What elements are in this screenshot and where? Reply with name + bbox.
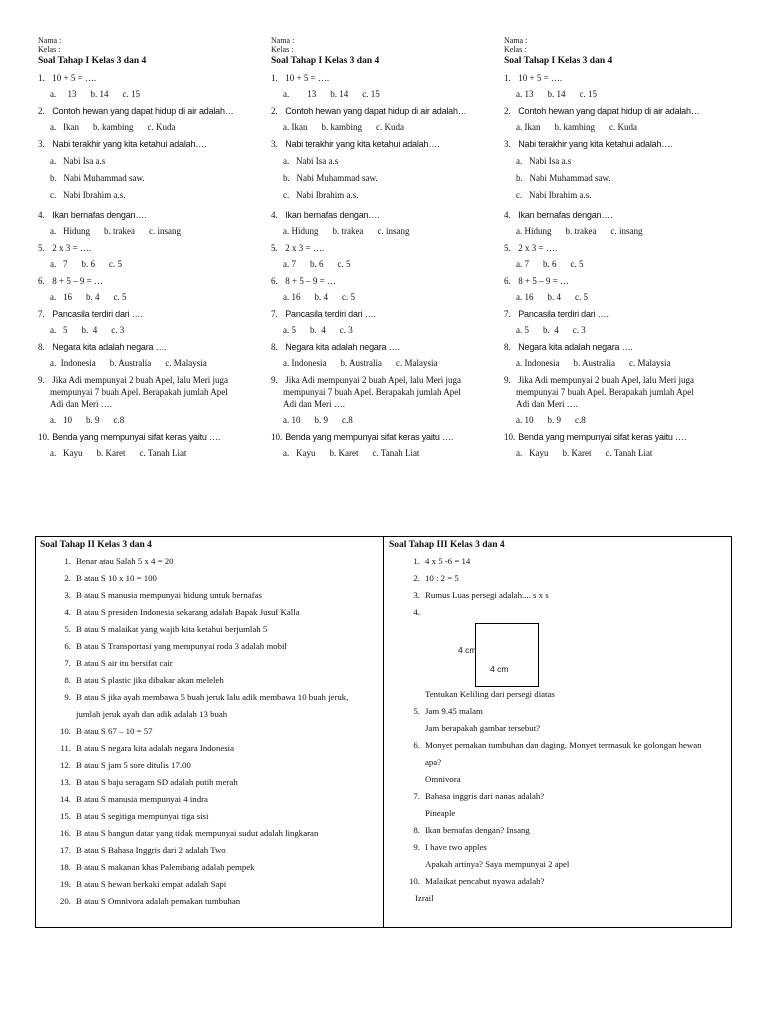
answer-option: a. 7 xyxy=(283,259,296,269)
list-item: 6. B atau S Transportasi yang mempunyai roda 3 adalah mobil xyxy=(64,641,287,651)
answer-option: c. Tanah Liat xyxy=(605,448,653,458)
question-stem: Nabi terakhir yang kita ketahui adalah…. xyxy=(518,139,673,149)
answer-option: c. Malaysia xyxy=(628,358,671,368)
question-stem: Benda yang mempunyai sifat keras yaitu …. xyxy=(52,432,221,442)
list-item-cont: jumlah jeruk ayah dan adik adalah 13 buah xyxy=(76,709,228,719)
answer-options xyxy=(38,357,274,369)
nama-field: Nama : xyxy=(271,36,295,45)
list-item: 14. B atau S manusia mempunyai 4 indra xyxy=(60,794,208,804)
answer-option: a. 16 xyxy=(516,292,534,302)
question-number: 10. xyxy=(38,432,50,442)
question-stem-cont: mempunyai 7 buah Apel. Berapakah jumlah Apel xyxy=(516,387,694,397)
answer-option: a. 10 xyxy=(50,415,72,425)
answer-option: a. 10 xyxy=(283,415,301,425)
answer-option: b. 4 xyxy=(314,292,328,302)
question-number: 2. xyxy=(504,106,511,116)
question xyxy=(271,138,507,150)
list-item: 4. xyxy=(413,607,420,617)
question xyxy=(38,275,274,287)
question xyxy=(271,275,507,287)
answer-options xyxy=(271,121,507,133)
answer-options xyxy=(271,88,507,100)
answer-options xyxy=(38,153,274,204)
list-item: 3. Rumus Luas persegi adalah.... s x s xyxy=(413,590,549,600)
answer-option: b. kambing xyxy=(321,122,362,132)
answer-option: b. 4 xyxy=(86,292,100,302)
answer-option: a. Kayu xyxy=(283,448,316,458)
list-item: 18. B atau S makanan khas Palembang adalah pempek xyxy=(60,862,255,872)
question-number: 8. xyxy=(38,342,45,352)
nama-field: Nama : xyxy=(38,36,62,45)
question-stem: 8 + 5 – 9 = … xyxy=(52,276,103,286)
list-item: 7. Bahasa inggris dari nanas adalah? xyxy=(413,791,545,801)
list-item: 1. 4 x 5 -6 = 14 xyxy=(413,556,471,566)
question-number: 5. xyxy=(38,243,45,253)
question-stem: Ikan bernafas dengan…. xyxy=(52,210,147,220)
list-item-cont: Jam berapakah gambar tersebut? xyxy=(425,723,541,733)
answer-option: c. Kuda xyxy=(376,122,404,132)
question-stem: Contoh hewan yang dapat hidup di air adalah… xyxy=(285,106,467,116)
question-stem-cont: mempunyai 7 buah Apel. Berapakah jumlah Apel xyxy=(283,387,461,397)
answer-options xyxy=(271,414,507,426)
question-stem: Jika Adi mempunyai 2 buah Apel, lalu Meri juga xyxy=(518,375,694,385)
question-number: 7. xyxy=(38,309,45,319)
question-number: 3. xyxy=(38,139,45,149)
answer-option: b. 4 xyxy=(81,325,98,335)
answer-option: b. 9 xyxy=(314,415,328,425)
list-item-cont: Pineaple xyxy=(425,808,456,818)
answer-option: c. Malaysia xyxy=(395,358,438,368)
question xyxy=(38,72,274,84)
answer-options xyxy=(504,414,740,426)
question-number: 9. xyxy=(504,375,511,385)
answer-option: a. 13 xyxy=(516,89,534,99)
question-stem-cont: Adi dan Meri …. xyxy=(516,399,578,409)
answer-option: a. Ikan xyxy=(516,122,541,132)
sheet-3 xyxy=(504,36,740,459)
question xyxy=(38,209,274,221)
answer-option: b. Nabi Muhammad saw. xyxy=(283,173,378,183)
answer-option: c. Kuda xyxy=(147,122,176,132)
question xyxy=(271,242,507,254)
question-number: 9. xyxy=(38,375,45,385)
answer-option: c. Nabi Ibrahim a.s. xyxy=(283,190,359,200)
answer-option: c. 5 xyxy=(575,292,588,302)
answer-option: c. 3 xyxy=(572,325,586,335)
answer-options xyxy=(504,291,740,303)
question xyxy=(504,242,740,254)
answer-options xyxy=(504,121,740,133)
answer-option: b. Karet xyxy=(96,448,126,458)
question-number: 4. xyxy=(504,210,511,220)
question-stem: Benda yang mempunyai sifat keras yaitu …. xyxy=(285,432,454,442)
answer-option: b. Nabi Muhammad saw. xyxy=(516,173,611,183)
answer-options xyxy=(38,225,274,237)
answer-options xyxy=(38,258,274,270)
list-item: 16. B atau S bangun datar yang tidak mempunyai sudut adalah lingkaran xyxy=(60,828,319,838)
question-number: 10. xyxy=(271,432,283,442)
question xyxy=(504,72,740,84)
square-bottom-label: 4 cm xyxy=(490,664,509,674)
answer-option: a. Nabi Isa a.s xyxy=(50,156,106,166)
answer-option: a. Kayu xyxy=(516,448,549,458)
list-item: 10. Malaikat pencabut nyawa adalah? xyxy=(409,876,545,886)
kelas-field: Kelas : xyxy=(504,45,527,54)
answer-options xyxy=(38,291,274,303)
question xyxy=(271,431,507,443)
answer-option: a. Hidung xyxy=(516,226,552,236)
question xyxy=(504,138,740,150)
question-stem: Benda yang mempunyai sifat keras yaitu …. xyxy=(518,432,687,442)
list-item-cont: Apakah artinya? Saya mempunyai 2 apel xyxy=(425,859,570,869)
question-stem: Negara kita adalah negara …. xyxy=(285,342,400,352)
question xyxy=(38,105,274,117)
answer-options xyxy=(504,357,740,369)
answer-option: c. 5 xyxy=(113,292,127,302)
answer-option: c. insang xyxy=(610,226,643,236)
question-number: 6. xyxy=(504,276,511,286)
answer-option: c. 3 xyxy=(339,325,353,335)
question-stem: Jika Adi mempunyai 2 buah Apel, lalu Meri juga xyxy=(52,375,228,385)
answer-options xyxy=(38,447,274,459)
sheet-title: Soal Tahap I Kelas 3 dan 4 xyxy=(271,56,380,66)
answer-option: a. Hidung xyxy=(50,226,90,236)
answer-options xyxy=(38,414,274,426)
list-item: 13. B atau S baju seragam SD adalah putih merah xyxy=(60,777,238,787)
question xyxy=(504,209,740,221)
answer-options xyxy=(504,324,740,336)
question xyxy=(271,72,507,84)
answer-options xyxy=(38,121,274,133)
kelas-field: Kelas : xyxy=(38,45,61,54)
list-item: 12. B atau S jam 5 sore ditulis 17.00 xyxy=(60,760,191,770)
question-number: 2. xyxy=(38,106,45,116)
question xyxy=(38,308,274,320)
answer-option: b. Australia xyxy=(340,358,382,368)
answer-option: b. 14 xyxy=(330,89,349,99)
tahap-2-list xyxy=(40,553,380,910)
answer-option: b. 9 xyxy=(86,415,100,425)
question-stem: Pancasila terdiri dari …. xyxy=(52,309,143,319)
answer-options xyxy=(271,357,507,369)
answer-options xyxy=(504,258,740,270)
list-item: 10. B atau S 67 – 10 = 57 xyxy=(60,726,153,736)
question-number: 4. xyxy=(38,210,45,220)
question-stem: 8 + 5 – 9 = … xyxy=(518,276,569,286)
question-number: 1. xyxy=(38,73,45,83)
tahap-2-title: Soal Tahap II Kelas 3 dan 4 xyxy=(40,540,152,550)
list-item: 15. B atau S segitiga mempunyai tiga sisi xyxy=(60,811,209,821)
answer-option: c. 15 xyxy=(579,89,597,99)
question-stem: Negara kita adalah negara …. xyxy=(518,342,633,352)
answer-option: b. trakea xyxy=(332,226,364,236)
answer-option: a. Indonesia xyxy=(50,358,96,368)
tahap-3-section xyxy=(389,539,727,907)
question xyxy=(504,374,740,410)
answer-options xyxy=(271,258,507,270)
question-number: 7. xyxy=(271,309,278,319)
answer-option: b. kambing xyxy=(554,122,595,132)
answer-options xyxy=(504,225,740,237)
answer-option: a. Indonesia xyxy=(516,358,560,368)
question-stem: Ikan bernafas dengan…. xyxy=(285,210,380,220)
list-item: 6. Monyet pemakan tumbuhan dan daging. Monyet termasuk ke golongan hewan xyxy=(413,740,702,750)
answer-option: b. Karet xyxy=(562,448,592,458)
answer-option: c. Kuda xyxy=(609,122,637,132)
list-item: 3. B atau S manusia mempunyai hidung untuk bernafas xyxy=(64,590,262,600)
question-stem: Ikan bernafas dengan…. xyxy=(518,210,613,220)
answer-option: a. 13 xyxy=(283,89,317,99)
answer-option: b. 14 xyxy=(547,89,566,99)
question-stem-cont: Adi dan Meri …. xyxy=(50,399,112,409)
square-figure xyxy=(389,621,727,686)
question-number: 8. xyxy=(504,342,511,352)
question-number: 5. xyxy=(271,243,278,253)
tahap-3-list xyxy=(389,553,727,907)
list-item: 2. 10 : 2 = 5 xyxy=(413,573,459,583)
answer-option: b. 9 xyxy=(547,415,561,425)
answer-option: b. 6 xyxy=(310,259,324,269)
answer-option: a. 5 xyxy=(516,325,529,335)
answer-options xyxy=(38,324,274,336)
question-stem: Nabi terakhir yang kita ketahui adalah…. xyxy=(52,139,207,149)
question-number: 5. xyxy=(504,243,511,253)
answer-option: a. Nabi Isa a.s xyxy=(283,156,339,166)
question xyxy=(271,374,507,410)
question-stem: Negara kita adalah negara …. xyxy=(52,342,167,352)
answer-option: c. Malaysia xyxy=(165,358,207,368)
answer-option: a. 13 xyxy=(50,89,77,99)
answer-option: b. trakea xyxy=(104,226,135,236)
question xyxy=(504,275,740,287)
question-stem: 2 x 3 = …. xyxy=(52,243,92,253)
answer-option: b. trakea xyxy=(565,226,597,236)
list-item: 19. B atau S hewan berkaki empat adalah Sapi xyxy=(60,879,227,889)
answer-option: a. 16 xyxy=(50,292,72,302)
list-item: 5. Jam 9.45 malam xyxy=(413,706,483,716)
sheet-title: Soal Tahap I Kelas 3 dan 4 xyxy=(504,56,613,66)
question-stem-cont: mempunyai 7 buah Apel. Berapakah jumlah Apel xyxy=(50,387,228,397)
question-stem: Jika Adi mempunyai 2 buah Apel, lalu Meri juga xyxy=(285,375,461,385)
answer-option: b. 6 xyxy=(81,259,95,269)
question xyxy=(38,341,274,353)
answer-option: c. 5 xyxy=(570,259,584,269)
answer-options xyxy=(504,88,740,100)
list-item: 5. B atau S malaikat yang wajib kita ketahui berjumlah 5 xyxy=(64,624,268,634)
question-stem: 10 + 5 = …. xyxy=(52,73,97,83)
tahap-3-title: Soal Tahap III Kelas 3 dan 4 xyxy=(389,540,505,550)
question xyxy=(38,374,274,410)
question xyxy=(504,105,740,117)
answer-option: b. Australia xyxy=(109,358,152,368)
answer-options xyxy=(271,324,507,336)
question xyxy=(38,431,274,443)
answer-option: a. 5 xyxy=(283,325,296,335)
answer-option: c. Tanah Liat xyxy=(139,448,187,458)
question-number: 4. xyxy=(271,210,278,220)
answer-option: c.8 xyxy=(113,415,125,425)
answer-option: a. Nabi Isa a.s xyxy=(516,156,572,166)
question-number: 10. xyxy=(504,432,516,442)
answer-options xyxy=(504,153,740,204)
answer-option: c.8 xyxy=(342,415,353,425)
question-stem: 10 + 5 = …. xyxy=(285,73,330,83)
list-item: 2. B atau S 10 x 10 = 100 xyxy=(64,573,157,583)
question xyxy=(271,105,507,117)
question-stem: Contoh hewan yang dapat hidup di air adalah… xyxy=(52,106,234,116)
answer-option: a. 5 xyxy=(50,325,68,335)
question-stem: 10 + 5 = …. xyxy=(518,73,563,83)
list-item-cont: Omnivora xyxy=(425,774,461,784)
square-side-label: 4 cm xyxy=(458,645,477,655)
answer-option: c. Nabi Ibrahim a.s. xyxy=(50,190,126,200)
question xyxy=(38,242,274,254)
answer-options xyxy=(271,225,507,237)
kelas-field: Kelas : xyxy=(271,45,294,54)
question xyxy=(271,308,507,320)
question-number: 6. xyxy=(38,276,45,286)
question-number: 8. xyxy=(271,342,278,352)
answer-option: c. 5 xyxy=(337,259,351,269)
question-stem: Contoh hewan yang dapat hidup di air adalah… xyxy=(518,106,700,116)
question-stem: 2 x 3 = …. xyxy=(518,243,558,253)
answer-option: a. Indonesia xyxy=(283,358,327,368)
question-stem: Nabi terakhir yang kita ketahui adalah…. xyxy=(285,139,440,149)
answer-option: c. Tanah Liat xyxy=(372,448,420,458)
answer-option: c. 5 xyxy=(342,292,355,302)
answer-option: b. 14 xyxy=(90,89,109,99)
list-item: 8. Ikan bernafas dengan? Insang xyxy=(413,825,530,835)
answer-option: a. 7 xyxy=(516,259,529,269)
answer-options xyxy=(271,291,507,303)
question-stem: Pancasila terdiri dari …. xyxy=(285,309,376,319)
answer-option: b. Nabi Muhammad saw. xyxy=(50,173,145,183)
list-item: 1. Benar atau Salah 5 x 4 = 20 xyxy=(64,556,174,566)
answer-option: b. 4 xyxy=(543,325,559,335)
answer-options xyxy=(271,153,507,204)
answer-option: a. 16 xyxy=(283,292,301,302)
question-number: 7. xyxy=(504,309,511,319)
list-item-cont: Izrail xyxy=(415,893,434,903)
list-item: 7. B atau S air itu bersifat cair xyxy=(64,658,173,668)
list-item: 9. B atau S jika ayah membawa 5 buah jeruk lalu adik membawa 10 buah jeruk, xyxy=(64,692,349,702)
sheet-2 xyxy=(271,36,507,459)
answer-option: c. 5 xyxy=(109,259,122,269)
list-item-cont: apa? xyxy=(425,757,442,767)
tahap-2-section xyxy=(40,539,380,910)
list-item: 17. B atau S Bahasa Inggris dari 2 adalah Two xyxy=(60,845,226,855)
answer-box xyxy=(35,536,732,928)
question xyxy=(504,341,740,353)
question-number: 3. xyxy=(504,139,511,149)
answer-option: a. Ikan xyxy=(50,122,79,132)
answer-option: c. 15 xyxy=(122,89,140,99)
question-number: 6. xyxy=(271,276,278,286)
question xyxy=(504,308,740,320)
answer-option: b. Karet xyxy=(329,448,359,458)
question-stem-cont: Adi dan Meri …. xyxy=(283,399,345,409)
answer-options xyxy=(271,447,507,459)
square-shape xyxy=(475,623,539,687)
answer-option: c.8 xyxy=(575,415,586,425)
list-item: 11. B atau S negara kita adalah negara Indonesia xyxy=(60,743,235,753)
answer-option: b. 4 xyxy=(547,292,561,302)
question-number: 1. xyxy=(271,73,278,83)
nama-field: Nama : xyxy=(504,36,528,45)
answer-option: c. insang xyxy=(377,226,410,236)
question-number: 3. xyxy=(271,139,278,149)
question-stem: 2 x 3 = …. xyxy=(285,243,325,253)
answer-option: c. 15 xyxy=(362,89,380,99)
answer-option: a. Ikan xyxy=(283,122,308,132)
list-item: 9. I have two apples xyxy=(413,842,487,852)
question xyxy=(271,341,507,353)
list-item-cont: Tentukan Keliling dari persegi diatas xyxy=(425,689,555,699)
sheet-title: Soal Tahap I Kelas 3 dan 4 xyxy=(38,56,147,66)
answer-option: b. Australia xyxy=(573,358,615,368)
answer-options xyxy=(504,447,740,459)
question-number: 1. xyxy=(504,73,511,83)
answer-option: a. 7 xyxy=(50,259,68,269)
question-number: 9. xyxy=(271,375,278,385)
answer-option: b. 4 xyxy=(310,325,326,335)
answer-option: c. insang xyxy=(148,226,181,236)
question xyxy=(271,209,507,221)
answer-option: b. 6 xyxy=(543,259,557,269)
answer-options xyxy=(38,88,274,100)
question-stem: Pancasila terdiri dari …. xyxy=(518,309,609,319)
list-item: 8. B atau S plastic jika dibakar akan meleleh xyxy=(64,675,224,685)
question-stem: 8 + 5 – 9 = … xyxy=(285,276,336,286)
answer-option: a. 10 xyxy=(516,415,534,425)
list-item: 4. B atau S presiden Indonesia sekarang adalah Bapak Jusuf Kalla xyxy=(64,607,300,617)
box-divider xyxy=(383,537,384,927)
answer-option: c. Nabi Ibrahim a.s. xyxy=(516,190,592,200)
answer-option: b. kambing xyxy=(93,122,134,132)
answer-option: a. Hidung xyxy=(283,226,319,236)
list-item: 20. B atau S Omnivora adalah pemakan tumbuhan xyxy=(60,896,241,906)
question-number: 2. xyxy=(271,106,278,116)
answer-option: c. 3 xyxy=(111,325,125,335)
question xyxy=(38,138,274,150)
sheet-1 xyxy=(38,36,274,459)
question xyxy=(504,431,740,443)
answer-option: a. Kayu xyxy=(50,448,83,458)
